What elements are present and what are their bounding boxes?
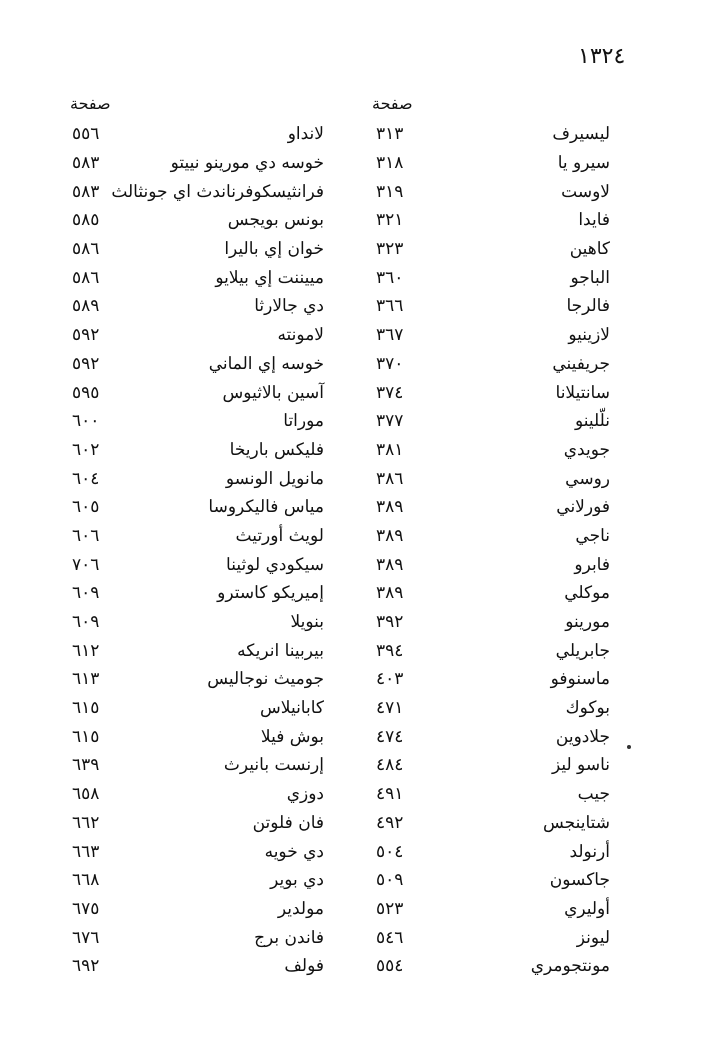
entry-name: مييننت إي بيلايو [215, 267, 324, 288]
index-entry [376, 436, 610, 465]
entry-page-number: ٣٩٢ [376, 612, 404, 633]
index-entry [72, 350, 324, 379]
index-entry [376, 263, 610, 292]
entry-name: أوليري [564, 898, 610, 919]
entry-name: سانتيلانا [555, 382, 610, 403]
entry-page-number: ٣٧٠ [376, 353, 404, 374]
entry-name: فان فلوتن [252, 812, 324, 833]
entry-name: لازينيو [568, 325, 610, 346]
entry-name: خوان إي باليرا [224, 239, 324, 260]
index-entry [72, 263, 324, 292]
entry-name: ليونز [576, 927, 610, 948]
entry-name: لاوست [561, 181, 610, 202]
entry-name: جيب [577, 784, 610, 805]
index-entry [376, 120, 610, 149]
entry-name: موراتا [283, 411, 324, 432]
index-entry [72, 292, 324, 321]
entry-page-number: ٦٧٥ [72, 898, 100, 919]
entry-page-number: ٣٦٠ [376, 267, 404, 288]
index-entry [376, 350, 610, 379]
entry-name: دوزي [286, 784, 324, 805]
entry-name: مورينو [565, 612, 610, 633]
entry-name: دي جالارثا [254, 296, 324, 317]
left-column-page-heading: صفحة [70, 94, 111, 113]
entry-page-number: ٦١٥ [72, 698, 100, 719]
entry-page-number: ٦٠٠ [72, 411, 100, 432]
entry-page-number: ٥٨٦ [72, 267, 100, 288]
index-entry [72, 407, 324, 436]
entry-page-number: ٤٧٤ [376, 726, 404, 747]
entry-name: ماسنوفو [550, 669, 610, 690]
entry-page-number: ٥٨٦ [72, 239, 100, 260]
index-entry [376, 837, 610, 866]
index-entry [376, 579, 610, 608]
entry-page-number: ٥٥٦ [72, 124, 100, 145]
entry-page-number: ٣٢١ [376, 210, 404, 231]
entry-page-number: ٥٩٢ [72, 325, 100, 346]
entry-name: بوكوك [565, 698, 610, 719]
entry-name: روسي [565, 468, 610, 489]
entry-name: فرانثيسكوفرناندث اي جونثالث [111, 181, 324, 202]
entry-page-number: ٦٦٢ [72, 812, 100, 833]
entry-name: فابرو [574, 554, 610, 575]
index-entry [72, 550, 324, 579]
entry-name: سيكودي لوثينا [226, 554, 324, 575]
index-entry [376, 665, 610, 694]
entry-page-number: ٦٧٦ [72, 927, 100, 948]
entry-page-number: ٥٨٣ [72, 153, 100, 174]
index-entry [376, 292, 610, 321]
entry-page-number: ٥٨٥ [72, 210, 100, 231]
index-entry [72, 665, 324, 694]
entry-page-number: ٥٢٣ [376, 898, 404, 919]
index-entry [376, 550, 610, 579]
index-entry [72, 895, 324, 924]
index-entry [376, 895, 610, 924]
entry-page-number: ٣١٨ [376, 153, 404, 174]
index-entry [376, 636, 610, 665]
entry-page-number: ٤٧١ [376, 698, 404, 719]
index-entry [72, 694, 324, 723]
entry-page-number: ٦٠٢ [72, 439, 100, 460]
entry-name: مياس فاليكروسا [208, 497, 324, 518]
index-entry [376, 952, 610, 981]
index-entry [376, 407, 610, 436]
entry-name: بونس بويجس [227, 210, 324, 231]
index-entry [72, 608, 324, 637]
entry-name: جويدي [563, 439, 610, 460]
entry-page-number: ٣٢٣ [376, 239, 404, 260]
entry-name: دي خويه [264, 841, 324, 862]
index-entry [376, 464, 610, 493]
index-entry [72, 837, 324, 866]
entry-name: موكلي [564, 583, 610, 604]
entry-page-number: ٣٩٤ [376, 640, 404, 661]
entry-name: لانداو [287, 124, 324, 145]
entry-name: كابانيلاس [260, 698, 324, 719]
entry-name: نلّلينو [574, 411, 610, 432]
index-entry [72, 722, 324, 751]
entry-name: آسين بالاثيوس [222, 382, 324, 403]
index-entry [72, 952, 324, 981]
entry-page-number: ٦٥٨ [72, 784, 100, 805]
entry-page-number: ٦١٣ [72, 669, 100, 690]
entry-name: فليكس باريخا [229, 439, 324, 460]
entry-name: جريفيني [552, 353, 610, 374]
index-entry [72, 809, 324, 838]
index-entry [72, 636, 324, 665]
entry-name: فولف [284, 956, 324, 977]
entry-page-number: ٥٩٥ [72, 382, 100, 403]
entry-page-number: ٥٥٤ [376, 956, 404, 977]
index-entry [72, 751, 324, 780]
entry-name: لامونته [277, 325, 324, 346]
entry-name: جاكسون [549, 870, 610, 891]
entry-page-number: ٥٠٩ [376, 870, 404, 891]
index-entry [72, 149, 324, 178]
entry-name: دي بوير [270, 870, 324, 891]
entry-page-number: ٣١٩ [376, 181, 404, 202]
entry-name: خوسه دي مورينو نييتو [170, 153, 324, 174]
entry-name: شتاينجس [542, 812, 610, 833]
entry-page-number: ٦٦٨ [72, 870, 100, 891]
index-entry [72, 436, 324, 465]
entry-page-number: ٣٨٩ [376, 554, 404, 575]
entry-name: فالرجا [566, 296, 610, 317]
index-entry [72, 235, 324, 264]
right-index-column [376, 120, 610, 981]
entry-page-number: ٥٩٢ [72, 353, 100, 374]
index-entry [72, 579, 324, 608]
entry-page-number: ٦٣٩ [72, 755, 100, 776]
entry-name: بنويلا [290, 612, 324, 633]
entry-page-number: ٣٨٩ [376, 525, 404, 546]
index-entry [376, 809, 610, 838]
entry-name: ناسو ليز [551, 755, 610, 776]
entry-page-number: ٦٦٣ [72, 841, 100, 862]
entry-page-number: ٤٩٢ [376, 812, 404, 833]
entry-name: لويث أورتيث [235, 525, 324, 546]
index-entry [72, 177, 324, 206]
index-entry [72, 493, 324, 522]
index-entry [376, 378, 610, 407]
entry-name: ناجي [575, 525, 610, 546]
entry-page-number: ٥٤٦ [376, 927, 404, 948]
index-entry [72, 866, 324, 895]
entry-page-number: ٥٨٩ [72, 296, 100, 317]
stray-dot-mark [627, 745, 631, 749]
index-entry [376, 722, 610, 751]
entry-name: مونتجومري [530, 956, 610, 977]
entry-page-number: ٣٨١ [376, 439, 404, 460]
entry-page-number: ٤٨٤ [376, 755, 404, 776]
entry-page-number: ٣٧٧ [376, 411, 404, 432]
index-entry [376, 321, 610, 350]
entry-page-number: ٦١٥ [72, 726, 100, 747]
entry-name: جابريلي [555, 640, 610, 661]
index-entry [376, 751, 610, 780]
index-entry [376, 235, 610, 264]
index-entry [376, 923, 610, 952]
index-entry [376, 206, 610, 235]
entry-page-number: ٣٨٩ [376, 497, 404, 518]
entry-name: بيربينا انريكه [237, 640, 324, 661]
right-column-page-heading: صفحة [372, 94, 413, 113]
index-entry [376, 694, 610, 723]
entry-name: أرنولد [569, 841, 610, 862]
entry-name: فاندن برج [254, 927, 324, 948]
entry-page-number: ٤٩١ [376, 784, 404, 805]
entry-name: بوش فيلا [260, 726, 324, 747]
entry-name: جوميث نوجاليس [207, 669, 324, 690]
entry-page-number: ٥٠٤ [376, 841, 404, 862]
entry-page-number: ٦٠٩ [72, 583, 100, 604]
entry-page-number: ٧٠٦ [72, 554, 100, 575]
entry-name: خوسه إي الماني [208, 353, 324, 374]
entry-page-number: ٦١٢ [72, 640, 100, 661]
index-entry [72, 923, 324, 952]
entry-page-number: ٣٦٧ [376, 325, 404, 346]
index-entry [72, 120, 324, 149]
entry-page-number: ٣٧٤ [376, 382, 404, 403]
index-entry [376, 177, 610, 206]
index-entry [72, 522, 324, 551]
entry-page-number: ٦٠٦ [72, 525, 100, 546]
entry-page-number: ٤٠٣ [376, 669, 404, 690]
index-entry [376, 149, 610, 178]
entry-name: الباجو [570, 267, 610, 288]
entry-page-number: ٣٨٦ [376, 468, 404, 489]
index-entry [376, 780, 610, 809]
entry-name: فورلاني [556, 497, 610, 518]
index-entry [72, 321, 324, 350]
entry-name: مولدير [277, 898, 324, 919]
index-entry [72, 206, 324, 235]
entry-page-number: ٦٩٢ [72, 956, 100, 977]
entry-name: إميريكو كاسترو [217, 583, 324, 604]
entry-page-number: ٣٦٦ [376, 296, 404, 317]
index-entry [72, 780, 324, 809]
entry-page-number: ٦٠٥ [72, 497, 100, 518]
entry-page-number: ٦٠٤ [72, 468, 100, 489]
entry-name: كاهين [569, 239, 610, 260]
entry-page-number: ٥٨٣ [72, 181, 100, 202]
index-entry [72, 464, 324, 493]
entry-name: ليسيرف [552, 124, 610, 145]
index-entry [376, 866, 610, 895]
index-entry [376, 493, 610, 522]
page-number: ١٣٢٤ [578, 44, 626, 69]
entry-page-number: ٣١٣ [376, 124, 404, 145]
entry-name: فايدا [578, 210, 610, 231]
entry-name: مانويل الونسو [225, 468, 324, 489]
index-entry [376, 608, 610, 637]
index-entry [72, 378, 324, 407]
entry-name: سيرو يا [557, 153, 610, 174]
entry-page-number: ٣٨٩ [376, 583, 404, 604]
entry-name: جلادوين [555, 726, 610, 747]
index-entry [376, 522, 610, 551]
entry-page-number: ٦٠٩ [72, 612, 100, 633]
left-index-column [72, 120, 324, 981]
entry-name: إرنست بانيرث [223, 755, 324, 776]
